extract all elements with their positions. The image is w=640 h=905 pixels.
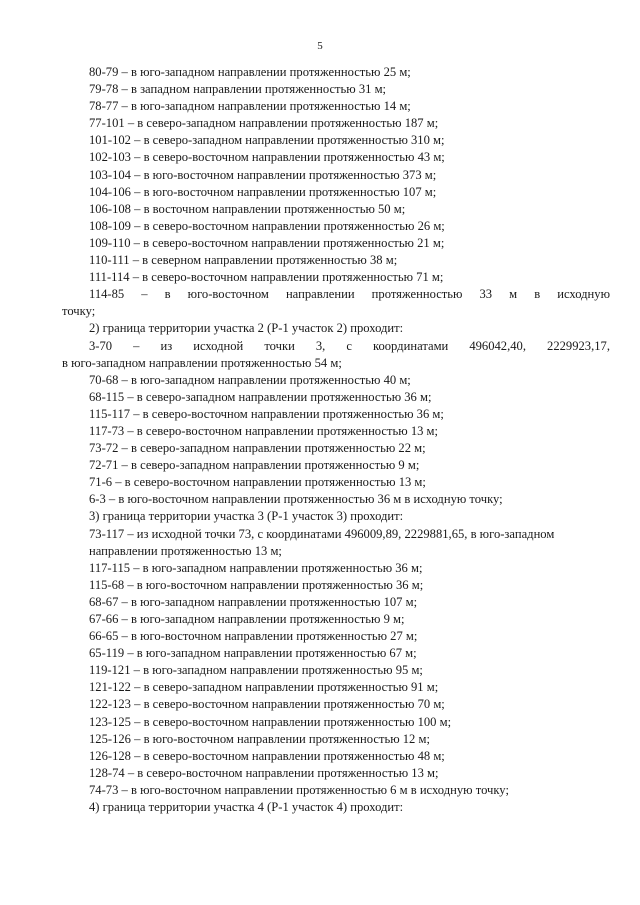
boundary-segment: 66-65 – в юго-восточном направлении протяженностью 27 м;	[89, 629, 418, 644]
boundary-segment: 101-102 – в северо-западном направлении протяженностью 310 м;	[89, 133, 445, 148]
boundary-segment: 125-126 – в юго-восточном направлении протяженностью 12 м;	[89, 731, 430, 746]
boundary-segment: 73-72 – в северо-западном направлении протяженностью 22 м;	[89, 441, 426, 456]
boundary-segment: 115-68 – в юго-восточном направлении протяженностью 36 м;	[89, 577, 424, 592]
boundary-segment: 68-67 – в юго-западном направлении протяженностью 107 м;	[89, 594, 418, 609]
boundary-segment: 71-6 – в северо-восточном направлении протяженностью 13 м;	[89, 475, 426, 490]
boundary-segment: 128-74 – в северо-восточном направлении протяженностью 13 м;	[89, 765, 439, 780]
boundary-segment: 70-68 – в юго-западном направлении протяженностью 40 м;	[89, 372, 411, 387]
section-heading: 2) граница территории участка 2 (Р-1 участок 2) проходит:	[89, 321, 404, 336]
boundary-segment-continuation: точку;	[62, 304, 96, 319]
section-heading: 4) граница территории участка 4 (Р-1 участок 4) проходит:	[89, 800, 404, 815]
boundary-segment: 67-66 – в юго-западном направлении протяженностью 9 м;	[89, 612, 405, 626]
boundary-segment-start: 3-70 – из исходной точки 3, с координатами 496042,40, 2229923,17,	[89, 338, 610, 353]
boundary-segment: 109-110 – в северо-восточном направлении протяженностью 21 м;	[89, 235, 445, 250]
document-body	[62, 64, 610, 816]
boundary-segment-continuation: в юго-западном направлении протяженностью 54 м;	[62, 355, 342, 370]
boundary-segment: 102-103 – в северо-восточном направлении протяженностью 43 м;	[89, 150, 445, 165]
boundary-segment: 65-119 – в юго-западном направлении протяженностью 67 м;	[89, 646, 417, 661]
boundary-segment: 78-77 – в юго-западном направлении протяженностью 14 м;	[89, 99, 411, 114]
boundary-segment: 121-122 – в северо-западном направлении протяженностью 91 м;	[89, 680, 439, 695]
boundary-segment: 126-128 – в северо-восточном направлении протяженностью 48 м;	[89, 748, 445, 763]
section-heading: 3) граница территории участка 3 (Р-1 участок 3) проходит:	[89, 509, 404, 524]
boundary-segment: 106-108 – в восточном направлении протяженностью 50 м;	[89, 201, 406, 216]
boundary-segment: 68-115 – в северо-западном направлении протяженностью 36 м;	[89, 389, 432, 404]
boundary-segment: 117-73 – в северо-восточном направлении протяженностью 13 м;	[89, 423, 439, 438]
boundary-segment: 123-125 – в северо-восточном направлении протяженностью 100 м;	[89, 714, 452, 729]
boundary-segment: 74-73 – в юго-восточном направлении протяженностью 6 м в исходную точку;	[89, 782, 509, 797]
boundary-segment: 80-79 – в юго-западном направлении протяженностью 25 м;	[89, 65, 411, 79]
boundary-segment: 72-71 – в северо-западном направлении протяженностью 9 м;	[89, 458, 420, 473]
boundary-segment: 114-85 – в юго-восточном направлении протяженностью 33 м в исходную	[89, 287, 610, 302]
boundary-segment: 108-109 – в северо-восточном направлении протяженностью 26 м;	[89, 218, 445, 233]
boundary-segment: 77-101 – в северо-западном направлении протяженностью 187 м;	[89, 116, 439, 131]
boundary-segment: 111-114 – в северо-восточном направлении протяженностью 71 м;	[89, 270, 444, 285]
boundary-segment: 104-106 – в юго-восточном направлении протяженностью 107 м;	[89, 184, 437, 199]
boundary-segment: 6-3 – в юго-восточном направлении протяженностью 36 м в исходную точку;	[89, 492, 503, 507]
boundary-segment: 115-117 – в северо-восточном направлении протяженностью 36 м;	[89, 406, 444, 421]
boundary-segment: 79-78 – в западном направлении протяженностью 31 м;	[89, 82, 387, 97]
boundary-segment-start: 73-117 – из исходной точки 73, с координатами 496009,89, 2229881,65, в юго-западном направлении протяженностью 13 м;	[89, 526, 555, 558]
page-number: 5	[317, 40, 323, 52]
boundary-segment: 117-115 – в юго-западном направлении протяженностью 36 м;	[89, 560, 423, 575]
boundary-segment: 122-123 – в северо-восточном направлении протяженностью 70 м;	[89, 697, 445, 712]
boundary-segment: 119-121 – в юго-западном направлении протяженностью 95 м;	[89, 663, 423, 678]
boundary-segment: 103-104 – в юго-восточном направлении протяженностью 373 м;	[89, 167, 437, 182]
boundary-segment: 110-111 – в северном направлении протяженностью 38 м;	[89, 253, 398, 268]
